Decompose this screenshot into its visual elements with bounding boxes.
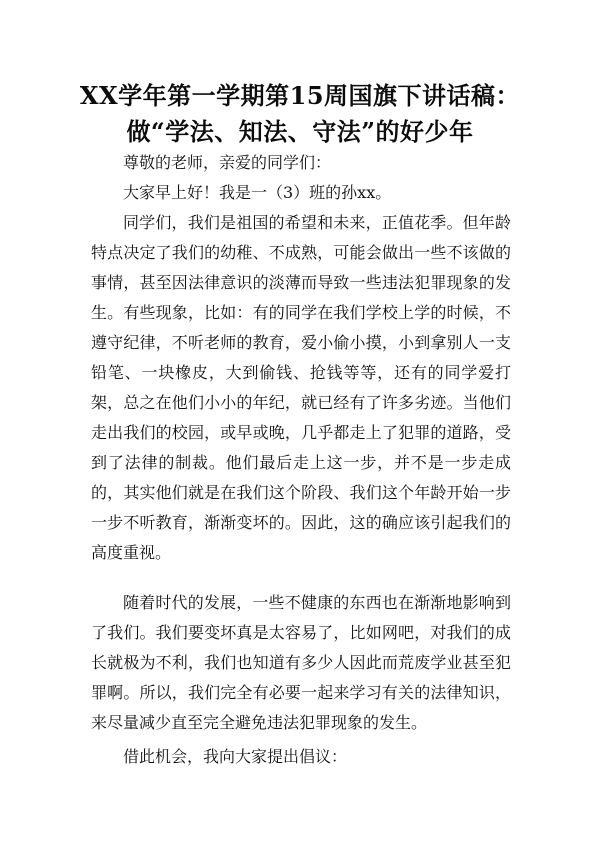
document-title-line-1: XX学年第一学期第15周国旗下讲话稿： — [79, 81, 521, 110]
document-title-line-2: 做“学法、知法、守法”的好少年 — [126, 117, 474, 146]
intro-paragraph: 大家早上好！我是一（3）班的孙xx。 — [123, 183, 392, 202]
body-paragraph-3: 借此机会，我向大家提出倡议： — [123, 747, 348, 766]
body-paragraph-1: 同学们，我们是祖国的希望和未来，正值花季。但年龄特点决定了我们的幼稚、不成熟，可能会做出一些不该做的事情，甚至因法律意识的淡薄而导致一些违法犯罪现象的发生。有些现象，比如：有的同学在我们学校上学的时候，不遵守纪律，不听老师的教育，爱小偷小摸，小到拿别人一支铅笔、一块橡皮，大到偷钱、抢钱等等，还有的同学爱打架，总之在他们小小的年纪，就已经有了许多劣迹。当他们走出我们的校园，或早或晚，几乎都走上了犯罪的道路，受到了法律的制裁。他们最后走上这一步，并不是一步走成的，其实他们就是在我们这个阶段、我们这个年龄开始一步一步不听教育，渐渐变坏的。因此，这的确应该引起我们的高度重视。 — [91, 213, 511, 562]
greeting-paragraph: 尊敬的老师，亲爱的同学们： — [123, 153, 332, 172]
body-paragraph-2: 随着时代的发展，一些不健康的东西也在渐渐地影响到了我们。我们要变坏真是太容易了，比如网吧，对我们的成长就极为不利，我们也知道有多少人因此而荒废学业甚至犯罪啊。所以，我们完全有必要一起来学习有关的法律知识，来尽量减少直至完全避免违法犯罪现象的发生。 — [91, 593, 511, 732]
